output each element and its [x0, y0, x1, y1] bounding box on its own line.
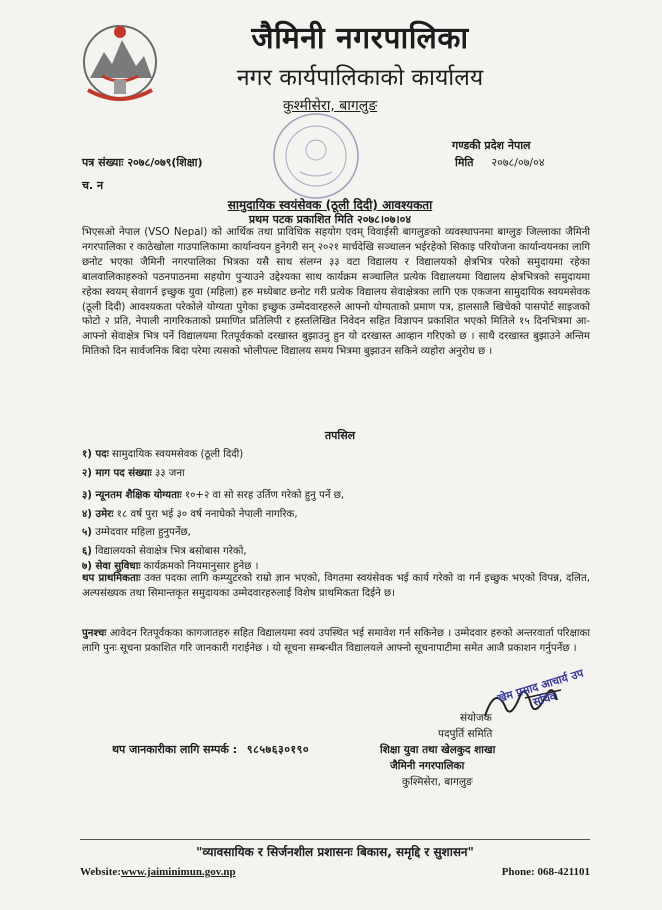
detail-item — [82, 487, 344, 501]
postscript-label: पुनश्चः — [82, 628, 107, 639]
detail-label: १) पदः — [82, 449, 109, 460]
signatory-committee: पदपुर्ति समिति — [438, 728, 493, 740]
contact-info — [112, 742, 309, 757]
office-seal-icon — [270, 110, 362, 202]
signatory-stamp: खेम प्रसाद आचार्य उप सचिव — [495, 666, 585, 709]
detail-value: ३३ जना — [154, 468, 185, 479]
detail-value: विद्यालयको सेवाक्षेत्र भित्र बसोबास गरेको, — [95, 546, 247, 557]
detail-value: १०+२ वा सो सरह उर्तिण गरेको हुनु पर्ने छ, — [184, 490, 345, 501]
website-link[interactable]: www.jaiminimun.gov.np — [120, 866, 236, 878]
published-date: प्रथम पटक प्रकाशित मिति २०७८।०७।०४ — [248, 213, 412, 226]
detail-value: १८ वर्ष पुरा भई ३० वर्ष ननाघेको नेपाली नागरिक, — [116, 509, 298, 520]
detail-value: सामुदायिक स्वयमसेवक (ठूली दिदी) — [112, 449, 244, 460]
ref-value: २०७८/०७९(शिक्षा) — [127, 156, 203, 169]
signatory-section: शिक्षा युवा तथा खेलकुद शाखा — [380, 744, 496, 756]
province-name: गण्डकी प्रदेश नेपाल — [452, 139, 531, 152]
detail-item — [82, 446, 243, 460]
footer-website — [80, 866, 236, 878]
nepal-emblem-icon — [80, 18, 160, 106]
notice-heading: सामुदायिक स्वयंसेवक (ठूली दिदी) आवश्यकता — [227, 198, 433, 212]
signatory-org: जैमिनी नगरपालिका — [390, 760, 465, 772]
footer-motto: "व्यावसायिक र सिर्जनशील प्रशासनः बिकास, समृद्दि र सुशासन" — [196, 845, 474, 859]
signatory-place: कुश्मिसेरा, बागलुङ — [402, 776, 473, 788]
letter-date — [455, 155, 545, 170]
office-location: कुश्मीसेरा, बागलुङ — [282, 98, 378, 114]
additional-label: थप प्राथमिकताः — [82, 573, 141, 584]
detail-label: ५) — [82, 527, 92, 538]
detail-item — [82, 506, 298, 520]
footer-phone: Phone: 068-421101 — [501, 866, 590, 878]
reference-number — [82, 155, 203, 170]
footer-divider — [80, 839, 590, 840]
detail-value: कार्यक्रमको नियमानुसार हुनेछ । — [143, 561, 259, 572]
detail-value: उम्मेदवार महिला हुनुपर्नेछ, — [95, 527, 191, 538]
additional-text: उक्त पदका लागि कम्प्युटरको राम्रो ज्ञान भएको, विगतमा स्वयंसेवक भई कार्य गरेको वा गर्न इच्छुक भएको विपन्न, दलित, अल्पसंख्यक तथा सिमान्तकृत समुदायका उम्मेदवारहरुलाई विशेष प्राथमिकता दिईने छ। — [82, 573, 590, 599]
website-label: Website: — [80, 866, 121, 878]
detail-label: ४) उमेरः — [82, 509, 114, 520]
signatory-role: संयोजक — [460, 712, 492, 724]
postscript — [82, 627, 590, 657]
detail-label: ३) न्यूनतम शैक्षिक योग्यताः — [82, 490, 182, 501]
postscript-text: आवेदन रितपूर्वकका कागजातहरु सहित विद्यालयमा स्वयं उपस्थित भई समावेश गर्न सकिनेछ । उम्मेदवार हरुको अन्तरवार्ता परिक्षाका लागि पुनः सूचना प्रकाशित गरि जानकारी गराईनेछ । यो सूचना सम्बन्धीत विद्यालयले आफ्नो सूचनापाटीमा समेत आजै प्रकाशन गर्नुपर्नेछ । — [82, 628, 590, 654]
contact-label: थप जानकारीका लागि सम्पर्क : — [112, 743, 238, 756]
notice-body: भिएसओ नेपाल (VSO Nepal) को आर्थिक तथा प्राविधिक सहयोग एवम् विवाईसी बागलुङको व्यवस्थापनमा बाग्लुङ जिल्लाका जैमिनी नगरपालिका र काठेखोला गाउपालिकामा कार्यान्वयन हुनेगरी सन् २०२१ मार्चदेखि सञ्चालन भईरहेको सिकाइ परियोजना कार्यान्वयनका लागि छनोट भएका जैमिनी नगरपालिका भित्रका यसै साथ संलग्न ३३ वटा विद्यालय र विद्यालयको क्षेत्रभित्र परेको समुदायमा रहेका बालवालिकाहरुको पठनपाठनमा सहयोग पुऱ्याउने उद्देश्यका साथ कार्यक्रम सञ्चालित प्रत्येक विद्यालयमा विद्यालय क्षेत्रभित्रको समुदायमा रहेका स्वयम् सेवागर्न इच्छुक युवा (महिला) हरु मध्येबाट छनोट गरी प्रत्येक विद्यालय सेवाक्षेत्रका लागि एक एकजना सामुदायिक स्वयमसेवक (ठूली दिदी) आवश्यकता परेकोले योग्यता पुगेका इच्छुक उम्मेदवारहरुले आफ्नो योग्यताको प्रमाण पत्र, हालसालै खिचेको पासपोर्ट साइजको फोटो २ प्रति, नेपाली नागरिकताको प्रमाणित प्रतिलिपी र हस्तलिखित निवेदन सहित विज्ञापन प्रकाशित भएको मितिले १५ दिनभित्रमा आ-आफ्नो सेवाक्षेत्र भित्र पर्ने विद्यालयमा रितपूर्वकको दरखास्त बुझाउनु हुन यो दरखास्त आव्हान गरिएको छ । साथै दरखास्त बुझाउने अन्तिम मितिको दिन सार्वजनिक बिदा परेमा त्यसको भोलीपल्ट विद्यालय समय भित्रमा बुझाउन सकिने व्यहोरा अनुरोध छ । — [82, 227, 590, 358]
detail-item — [82, 543, 247, 557]
signatory-block — [380, 710, 495, 790]
date-value: २०७८/०७/०४ — [491, 156, 545, 169]
date-label: मिति — [455, 156, 474, 169]
municipality-name: जैमिनी नगरपालिका — [251, 21, 469, 56]
detail-label: ७) सेवा सुविधाः — [82, 561, 141, 572]
detail-item — [82, 558, 258, 572]
detail-label: ६) — [82, 546, 92, 557]
office-name: नगर कार्यपालिकाको कार्यालय — [236, 65, 484, 91]
dispatch-number: च. न — [82, 179, 104, 192]
details-heading: तपसिल — [324, 429, 356, 442]
detail-item — [82, 524, 191, 538]
contact-number: ९८५७६३०१९० — [246, 743, 310, 756]
detail-label: २) माग पद संख्याः — [82, 468, 152, 479]
additional-priority — [82, 572, 590, 602]
detail-item — [82, 465, 185, 479]
ref-label: पत्र संख्याः — [82, 156, 124, 169]
